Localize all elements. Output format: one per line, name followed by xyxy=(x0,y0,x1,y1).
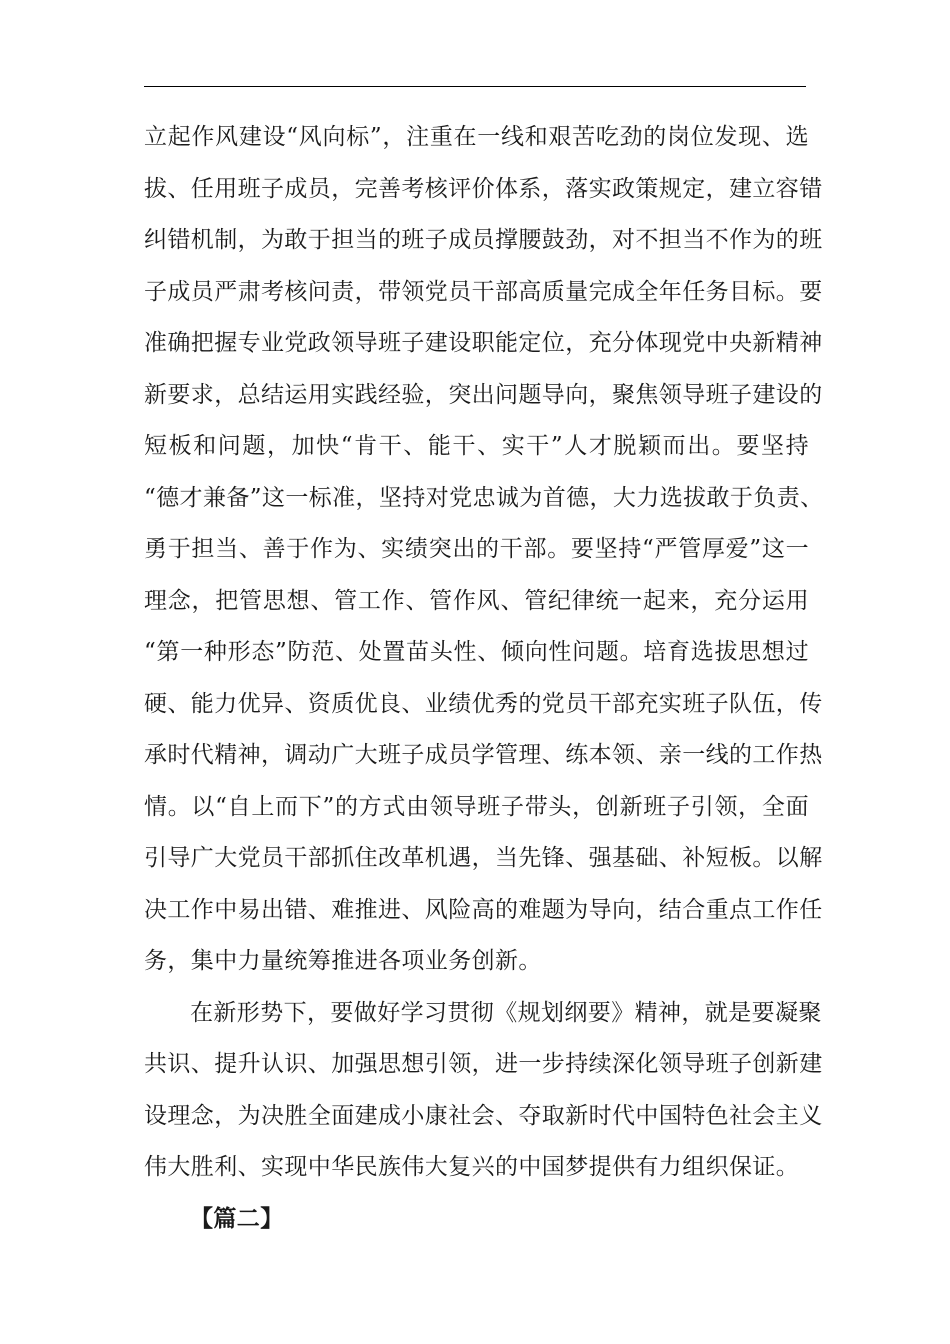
text-line: 勇于担当、善于作为、实绩突出的干部。要坚持“严管厚爱”这一 xyxy=(144,536,809,562)
section-heading: 【篇二】 xyxy=(190,1204,284,1232)
text-line: “德才兼备”这一标准，坚持对党忠诚为首德，大力选拔敢于负责、 xyxy=(144,484,824,511)
text-line: 拔、任用班子成员，完善考核评价体系，落实政策规定，建立容错 xyxy=(144,175,823,202)
text-line: 理念，把管思想、管工作、管作风、管纪律统一起来，充分运用 xyxy=(144,587,809,614)
text-line: 子成员严肃考核问责，带领党员干部高质量完成全年任务目标。要 xyxy=(144,278,823,305)
text-line: 务，集中力量统筹推进各项业务创新。 xyxy=(144,948,542,974)
text-line: 新要求，总结运用实践经验，突出问题导向，聚焦领导班子建设的 xyxy=(144,381,823,408)
text-line: 短板和问题，加快“肯干、能干、实干”人才脱颖而出。要坚持 xyxy=(144,433,809,459)
text-line: 共识、提升认识、加强思想引领，进一步持续深化领导班子创新建 xyxy=(144,1051,823,1077)
text-line: 引导广大党员干部抓住改革机遇，当先锋、强基础、补短板。以解 xyxy=(144,845,823,871)
text-line: 硬、能力优异、资质优良、业绩优秀的党员干部充实班子队伍，传 xyxy=(144,690,823,717)
text-line: 纠错机制，为敢于担当的班子成员撑腰鼓劲，对不担当不作为的班 xyxy=(144,227,823,253)
paragraph-2 xyxy=(144,992,823,1198)
document-body xyxy=(144,116,824,1249)
text-line: “第一种形态”防范、处置苗头性、倾向性问题。培育选拔思想过 xyxy=(144,639,809,665)
paragraph-1 xyxy=(144,116,824,992)
text-line: 伟大胜利、实现中华民族伟大复兴的中国梦提供有力组织保证。 xyxy=(144,1154,800,1180)
text-line: 准确把握专业党政领导班子建设职能定位，充分体现党中央新精神 xyxy=(144,330,823,356)
text-line: 决工作中易出错、难推进、风险高的难题为导向，结合重点工作任 xyxy=(144,896,823,923)
text-line: 在新形势下，要做好学习贯彻《规划纲要》精神，就是要凝聚 xyxy=(190,999,822,1026)
text-line: 立起作风建设“风向标”，注重在一线和艰苦吃劲的岗位发现、选 xyxy=(144,124,809,150)
text-line: 设理念，为决胜全面建成小康社会、夺取新时代中国特色社会主义 xyxy=(144,1102,823,1129)
text-line: 情。以“自上而下”的方式由领导班子带头，创新班子引领，全面 xyxy=(144,793,809,820)
text-line: 承时代精神，调动广大班子成员学管理、练本领、亲一线的工作热 xyxy=(144,742,823,768)
header-rule xyxy=(144,86,806,87)
